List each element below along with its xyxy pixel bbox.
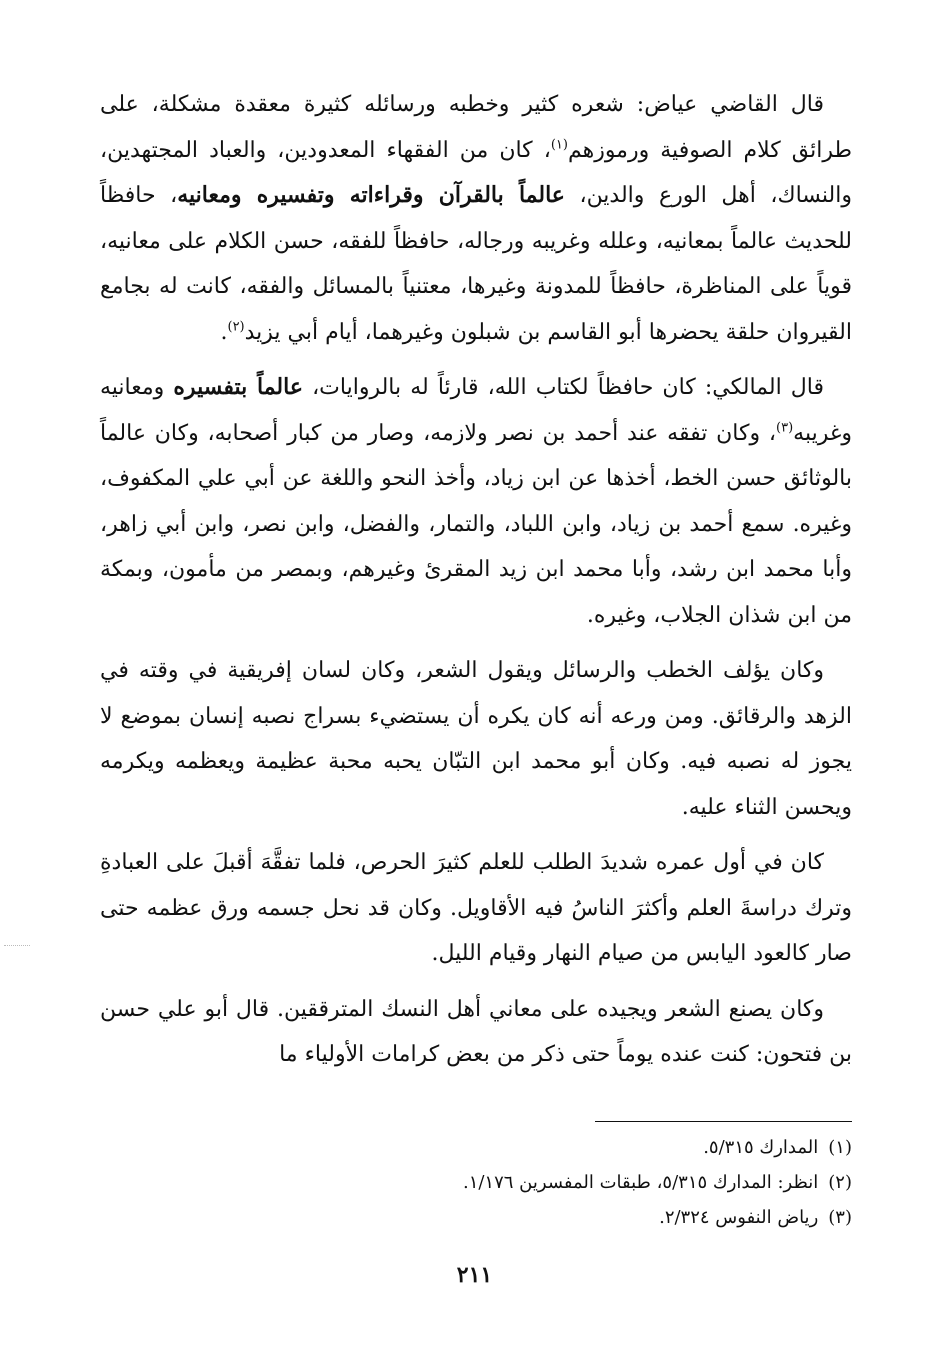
paragraph-5	[100, 987, 852, 1078]
text-segment: ومعانيه وغريبه	[100, 375, 852, 446]
scan-edge-mark	[4, 945, 30, 946]
footnote-separator	[595, 1121, 852, 1122]
text-segment: كان في أول عمره شديدَ الطلب للعلم كثيرَ الحرص، فلما تفقَّهَ أقبلَ على العبادةِ وترك دراسةَ العلم وأكثرَ الناسُ فيه الأقاويل. وكان قد نحل جسمه ورق عظمه حتى صار كالعود اليابس من صيام النهار وقيام الليل.	[100, 850, 852, 966]
text-segment: ، وكان تفقه عند أحمد بن نصر ولازمه، وصار من كبار أصحابه، وكان عالماً بالوثائق حسن الخط، أخذها عن ابن زياد، وأخذ النحو واللغة عن أبي علي المكفوف، وغيره. سمع أحمد بن زياد، وابن اللباد، والتمار، والفضل، وابن نصر، وابن أبي زاهر، وأبا محمد ابن رشد، وأبا محمد ابن زيد المقرئ وغيرهم، وبمصر من مأمون، وبمكة من ابن شذان الجلاب، وغيره.	[100, 420, 852, 628]
footnote-number: (١)	[828, 1137, 852, 1158]
footnote-1	[300, 1130, 852, 1165]
paragraph-4	[100, 840, 852, 977]
footnote-3	[300, 1200, 852, 1235]
footnote-reference: (١)	[550, 137, 568, 153]
footnote-reference: (٣)	[776, 420, 794, 436]
paragraph-1	[100, 82, 852, 355]
text-segment: قال المالكي: كان حافظاً لكتاب الله، قارئاً له بالروايات،	[302, 375, 825, 400]
footnote-reference: (٢)	[227, 319, 245, 335]
text-segment: ، كان من الفقهاء المعدودين، والعباد المجتهدين، والنساك، أهل الورع والدين،	[100, 137, 852, 208]
paragraph-3	[100, 648, 852, 830]
text-segment: قال القاضي عياض: شعره كثير وخطبه ورسائله كثيرة معقدة مشكلة، على طرائق كلام الصوفية ورموزهم	[100, 92, 853, 163]
text-segment: ، حافظاً للحديث عالماً بمعانيه، وعلله وغريبه ورجاله، حافظاً للفقه، حسن الكلام على معانيه، قوياً على المناظرة، حافظاً للمدونة وغيرها، معتنياً بالمسائل والفقه، كانت له بجامع القيروان حلقة يحضرها أبو القاسم بن شبلون وغيرهما، أيام أبي يزيد	[100, 183, 852, 345]
main-text	[100, 82, 852, 1088]
text-segment: وكان يصنع الشعر ويجيده على معاني أهل النسك المترققين. قال أبو علي حسن بن فتحون: كنت عنده يوماً حتى ذكر من بعض كرامات الأولياء ما	[100, 996, 852, 1067]
footnote-text: رياض النفوس ٢/٣٢٤.	[659, 1207, 819, 1228]
footnote-text: انظر: المدارك ٥/٣١٥، طبقات المفسرين ١/١٧٦.	[462, 1172, 819, 1193]
paragraph-2	[100, 365, 852, 638]
footnote-text: المدارك ٥/٣١٥.	[703, 1137, 819, 1158]
bold-text: عالماً بالقرآن وقراءاته وتفسيره ومعانيه	[177, 182, 565, 208]
footnotes	[300, 1130, 852, 1235]
bold-text: عالماً بتفسيره	[173, 374, 303, 400]
footnote-2	[300, 1165, 852, 1200]
footnote-number: (٣)	[828, 1207, 852, 1228]
text-segment: .	[220, 319, 228, 345]
text-segment: وكان يؤلف الخطب والرسائل ويقول الشعر، وكان لسان إفريقية في وقته في الزهد والرقائق. ومن ورعه أنه كان يكره أن يستضيء بسراج نصبه إنسان بموضع لا يجوز له نصبه فيه. وكان أبو محمد ابن التبّان يحبه محبة عظيمة ويعظمه ويكرمه ويحسن الثناء عليه.	[100, 658, 852, 820]
page-number: ٢١١	[456, 1262, 493, 1288]
footnote-number: (٢)	[828, 1172, 852, 1193]
